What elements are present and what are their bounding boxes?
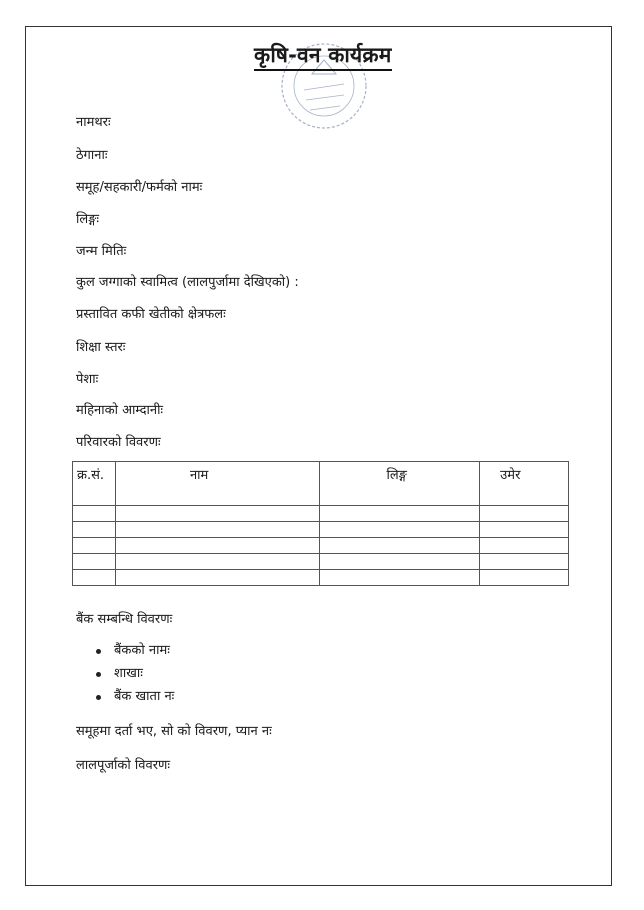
table-cell[interactable] <box>73 506 116 522</box>
document-title: कृषि-वन कार्यक्रम <box>254 42 392 71</box>
table-cell[interactable] <box>480 538 569 554</box>
column-header-serial: क्र.सं. <box>73 462 116 506</box>
column-header-gender: लिङ्ग <box>320 462 480 506</box>
field-occupation: पेशाः <box>76 372 99 387</box>
field-date-of-birth: जन्म मितिः <box>76 244 127 259</box>
table-cell[interactable] <box>480 554 569 570</box>
table-cell[interactable] <box>320 554 480 570</box>
table-cell[interactable] <box>73 538 116 554</box>
bank-details-list <box>94 642 174 711</box>
table-cell[interactable] <box>73 522 116 538</box>
family-table <box>72 461 569 586</box>
table-cell[interactable] <box>115 538 320 554</box>
table-cell[interactable] <box>320 570 480 586</box>
list-item <box>94 642 174 665</box>
bank-details-heading: बैंक सम्बन्धि विवरणः <box>76 612 173 627</box>
table-cell[interactable] <box>320 538 480 554</box>
bank-name-label: बैंकको नामः <box>114 643 170 658</box>
table-cell[interactable] <box>480 522 569 538</box>
field-land-ownership: कुल जग्गाको स्वामित्व (लालपुर्जामा देखिएको) : <box>76 275 299 290</box>
table-cell[interactable] <box>73 554 116 570</box>
table-cell[interactable] <box>320 522 480 538</box>
table-cell[interactable] <box>115 554 320 570</box>
table-cell[interactable] <box>115 522 320 538</box>
bullet-icon <box>96 695 101 700</box>
field-monthly-income: महिनाको आम्दानीः <box>76 403 164 418</box>
field-land-certificate: लालपूर्जाको विवरणः <box>76 758 171 773</box>
table-row <box>73 538 569 554</box>
field-family-details: परिवारको विवरणः <box>76 435 161 450</box>
table-row <box>73 554 569 570</box>
table-cell[interactable] <box>480 570 569 586</box>
column-header-age: उमेर <box>480 462 569 506</box>
field-group-name: समूह/सहकारी/फर्मको नामः <box>76 180 203 195</box>
list-item <box>94 688 174 711</box>
bullet-icon <box>96 672 101 677</box>
branch-label: शाखाः <box>114 666 143 681</box>
field-group-registration: समूहमा दर्ता भए, सो को विवरण, प्यान नः <box>76 724 272 739</box>
field-address: ठेगानाः <box>76 148 108 163</box>
table-row <box>73 506 569 522</box>
account-number-label: बैंक खाता नः <box>114 689 175 704</box>
table-cell[interactable] <box>320 506 480 522</box>
field-gender: लिङ्गः <box>76 212 100 227</box>
table-cell[interactable] <box>480 506 569 522</box>
table-cell[interactable] <box>73 570 116 586</box>
table-cell[interactable] <box>115 506 320 522</box>
table-cell[interactable] <box>115 570 320 586</box>
field-name: नामथरः <box>76 115 111 130</box>
field-education: शिक्षा स्तरः <box>76 340 126 355</box>
column-header-name: नाम <box>115 462 320 506</box>
table-header-row <box>73 462 569 506</box>
table-row <box>73 522 569 538</box>
list-item <box>94 665 174 688</box>
field-coffee-area: प्रस्तावित कफी खेतीको क्षेत्रफलः <box>76 307 226 322</box>
table-row <box>73 570 569 586</box>
bullet-icon <box>96 649 101 654</box>
